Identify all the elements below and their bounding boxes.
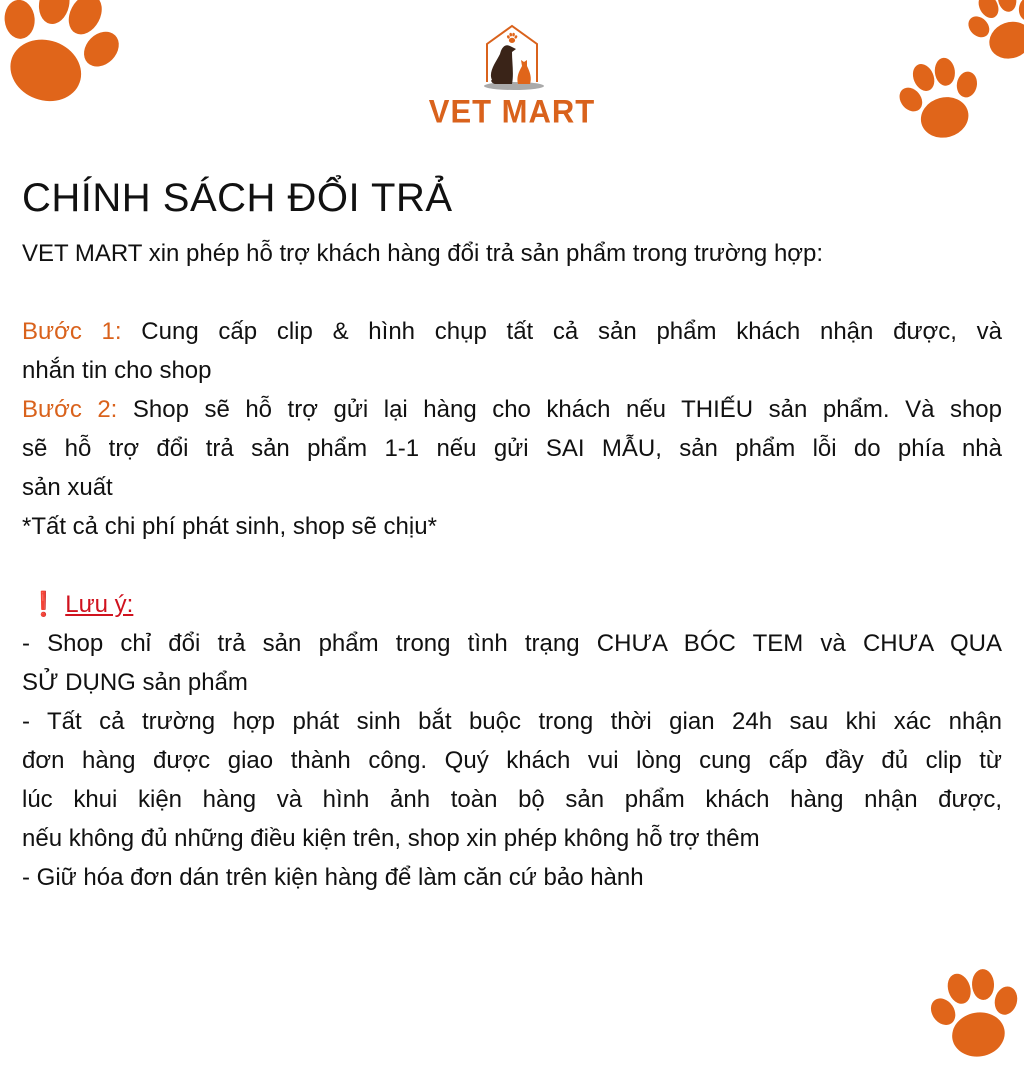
cost-note: *Tất cả chi phí phát sinh, shop sẽ chịu*	[22, 513, 437, 540]
brand-name: VET MART	[428, 93, 596, 130]
note-heading: ❗ Lưu ý:	[28, 591, 134, 618]
step-2-label: Bước 2:	[22, 396, 118, 423]
paw-print-decoration	[890, 50, 990, 150]
step-2: Bước 2: Shop sẽ hỗ trợ gửi lại hàng cho khách nếu THIẾU sản phẩm. Và shop	[22, 396, 1002, 423]
page-title: CHÍNH SÁCH ĐỔI TRẢ	[22, 176, 453, 220]
vet-mart-logo	[420, 22, 604, 132]
step-1-label: Bước 1:	[22, 318, 122, 345]
exclamation-icon: ❗	[28, 591, 59, 618]
dog-cat-house-icon	[420, 22, 604, 92]
intro-text: VET MART xin phép hỗ trợ khách hàng đổi trả sản phẩm trong trường hợp:	[22, 240, 824, 267]
policy-content: VET MART xin phép hỗ trợ khách hàng đổi trả sản phẩm trong trường hợp: Bước 1: Cung cấp clip & hình chụp tất cả sản phẩm khách nhận được, và nhắn tin cho shop Bước 2: Shop sẽ hỗ trợ gửi lại hàng cho khách nếu THIẾU sản phẩm. Và shop sẽ hỗ trợ đổi trả sản phẩm 1-1 nếu gửi SAI MẪU, sản phẩm lỗi do phía nhà sản xuất *Tất cả chi phí phát sinh, shop sẽ chịu* ❗ Lưu ý: - Shop chỉ đổi trả sản phẩm trong tình trạng CHƯA BÓC TEM và CHƯA QUA SỬ DỤNG sản phẩm - Tất cả trường hợp phát sinh bắt buộc trong thời gian 24h sau khi xác nhận đơn hàng được giao thành công. Quý khách vui lòng cung cấp đầy đủ clip từ lúc khui kiện hàng và hình ảnh toàn bộ sản phẩm khách hàng nhận được, nếu không đủ những điều kiện trên, shop xin phép không hỗ trợ thêm - Giữ hóa đơn dán trên kiện hàng để làm căn cứ bảo hành	[22, 234, 1002, 897]
paw-print-decoration	[920, 960, 1024, 1070]
paw-print-decoration	[0, 0, 130, 120]
step-1: Bước 1: Cung cấp clip & hình chụp tất cả sản phẩm khách nhận được, và	[22, 318, 1002, 345]
